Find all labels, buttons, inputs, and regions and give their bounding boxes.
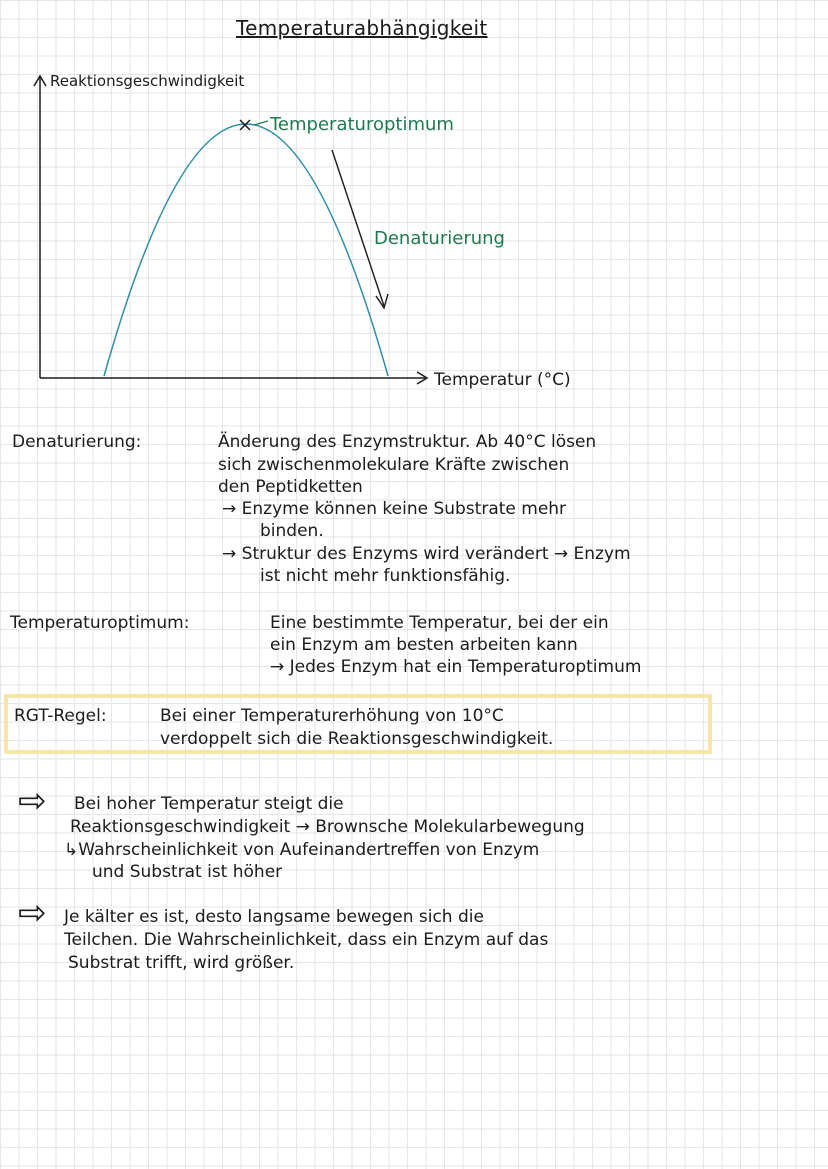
temperaturoptimum-line-2: ein Enzym am besten arbeiten kann [270, 635, 578, 655]
reaction-curve [104, 124, 388, 376]
denaturierung-line-5: binden. [260, 521, 324, 541]
denaturierung-line-3: den Peptidketten [218, 477, 363, 497]
page-title: Temperaturabhängigkeit [236, 16, 488, 40]
note-1-line-4: und Substrat ist höher [92, 862, 283, 882]
temperaturoptimum-line-1: Eine bestimmte Temperatur, bei der ein [270, 613, 609, 633]
denaturierung-line-6: → Struktur des Enzyms wird verändert → Enzym [222, 544, 631, 564]
x-axis-label: Temperatur (°C) [434, 370, 571, 390]
rgt-term: RGT-Regel: [14, 706, 107, 726]
temperature-graph [0, 0, 828, 400]
denaturierung-line-1: Änderung des Enzymstruktur. Ab 40°C lösen [218, 432, 597, 452]
peak-label: Temperaturoptimum [270, 114, 454, 135]
denaturierung-line-2: sich zwischenmolekulare Kräfte zwischen [218, 455, 570, 475]
note-2-line-1: Je kälter es ist, desto langsame bewegen sich die [64, 907, 484, 927]
rgt-line-1: Bei einer Temperaturerhöhung von 10°C [160, 706, 504, 726]
temperaturoptimum-line-3: → Jedes Enzym hat ein Temperaturoptimum [270, 657, 642, 677]
note-1-line-3: ↳Wahrscheinlichkeit von Aufeinandertreffen von Enzym [64, 840, 540, 860]
temperaturoptimum-term: Temperaturoptimum: [10, 613, 190, 633]
note-2-line-3: Substrat trifft, wird größer. [68, 953, 295, 973]
denaturierung-term: Denaturierung: [12, 432, 142, 452]
y-axis-label: Reaktionsgeschwindigkeit [50, 72, 245, 90]
note-1-line-2: Reaktionsgeschwindigkeit → Brownsche Molekularbewegung [70, 817, 585, 837]
note-1-line-1: Bei hoher Temperatur steigt die [74, 794, 344, 814]
denaturierung-line-4: → Enzyme können keine Substrate mehr [222, 499, 567, 519]
denaturierung-line-7: ist nicht mehr funktionsfähig. [260, 566, 511, 586]
peak-pointer [254, 121, 268, 125]
rgt-line-2: verdoppelt sich die Reaktionsgeschwindigkeit. [160, 729, 554, 749]
arrow-right-icon: ⇨ [18, 781, 47, 821]
note-2-line-2: Teilchen. Die Wahrscheinlichkeit, dass ein Enzym auf das [64, 930, 549, 950]
arrow-right-icon: ⇨ [18, 893, 47, 933]
denaturierung-label: Denaturierung [374, 228, 505, 249]
